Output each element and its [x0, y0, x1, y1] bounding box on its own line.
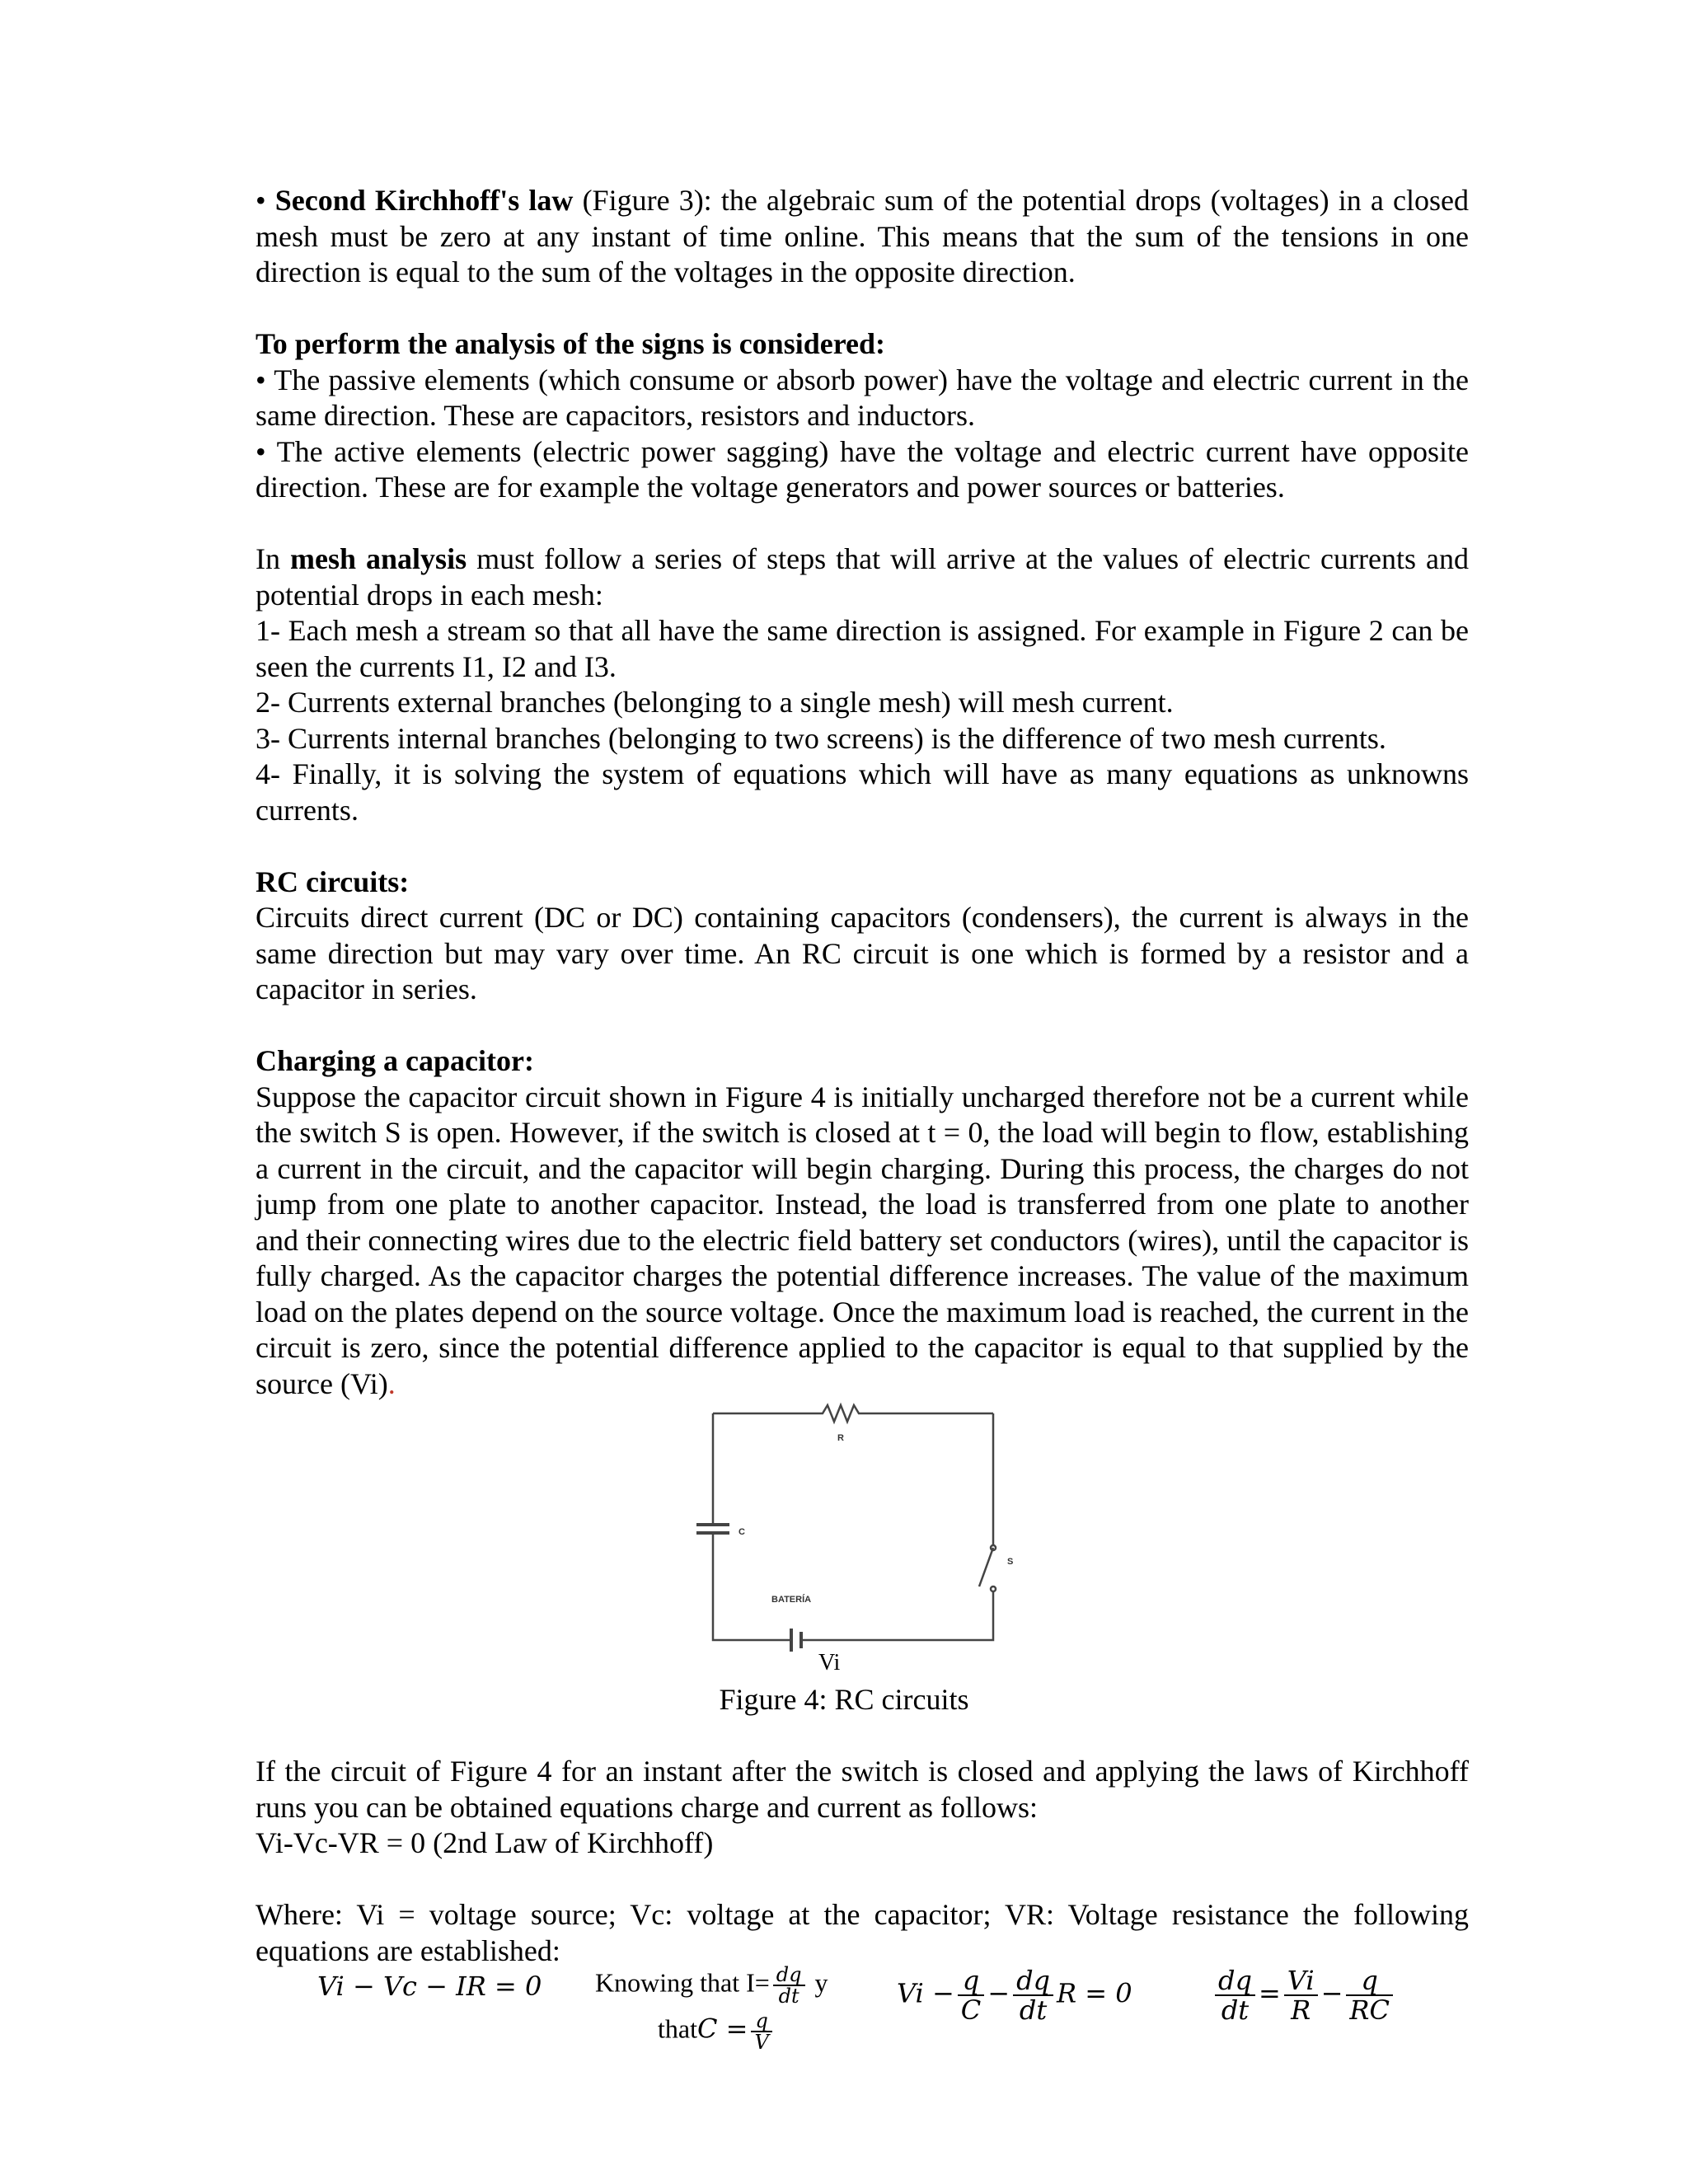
label-vi: Vi: [818, 1650, 841, 1673]
mesh-step-1: 1- Each mesh a stream so that all have the same direction is assigned. For example in Figure 2 can be seen the currents I1, I2 and I3.: [256, 614, 1469, 683]
resistor-symbol: [713, 1405, 993, 1422]
after-paragraph-1: If the circuit of Figure 4 for an instant after the switch is closed and applying the laws of Kirchhoff runs you can be obtained equations charge and current as follows:: [256, 1755, 1469, 1824]
equation-4: $\frac{dq}{dt}$ = $\frac{Vi}{R}$ − $\frac{q}{RC}$: [1212, 1966, 1396, 2024]
signs-item-active: • The active elements (electric power sagging) have the voltage and electric current have opposite direction. These are for example the voltage generators and power sources or batteries.: [256, 434, 1469, 504]
after-paragraph-3: Where: Vi = voltage source; Vc: voltage at the capacitor; VR: Voltage resistance the following equations are established:: [256, 1898, 1469, 1967]
signs-heading: To perform the analysis of the signs is considered:: [256, 327, 886, 360]
mesh-intro: In mesh analysis must follow a series of steps that will arrive at the values of electric currents and potential drops in each mesh:: [256, 542, 1469, 612]
label-c: C: [738, 1527, 745, 1537]
text-body-after: [256, 1754, 1469, 1969]
kirchhoff-paragraph: • Second Kirchhoff's law (Figure 3): the algebraic sum of the potential drops (voltages) in a closed mesh must be zero at any instant of time online. This means that the sum of the tensions in one direction is equal to the sum of the voltages in the opposite direction.: [256, 184, 1469, 288]
text-body: [256, 183, 1469, 1402]
label-s: S: [1007, 1557, 1014, 1567]
kirchhoff-term: Second Kirchhoff's law: [274, 184, 574, 217]
equation-knowing: Knowing that I= $\frac{dq}{dt}$ y: [595, 1963, 828, 2008]
charging-body: Suppose the capacitor circuit shown in Figure 4 is initially uncharged therefore not be a current while the switch S is open. However, if the switch is closed at t = 0, the load will begin to flow, establishing a current in the circuit, and the capacitor will begin charging. During this process, the charges do not jump from one plate to another capacitor. Instead, the load is transferred from one plate to another and their connecting wires due to the electric field battery set conductors (wires), until the capacitor is fully charged. As the capacitor charges the potential difference increases. The value of the maximum load on the plates depend on the source voltage. Once the maximum load is reached, the current in the circuit is zero, since the potential difference applied to the capacitor is equal to that supplied by the source (Vi).: [256, 1080, 1469, 1400]
equation-3: Vi − $\frac{q}{C}$ − $\frac{dq}{dt}$ R = 0: [897, 1965, 1132, 2026]
figure-caption: Figure 4: RC circuits: [719, 1683, 969, 1716]
mesh-step-4: 4- Finally, it is solving the system of equations which will have as many equations as unknowns currents.: [256, 757, 1469, 827]
charging-heading: Charging a capacitor:: [256, 1044, 534, 1077]
mesh-term: mesh analysis: [290, 542, 467, 575]
switch-lever: [979, 1548, 993, 1586]
switch-contact-bottom: [991, 1586, 996, 1591]
rc-heading: RC circuits:: [256, 865, 410, 898]
label-r: R: [837, 1433, 844, 1443]
rc-body: Circuits direct current (DC or DC) containing capacitors (condensers), the current is always in the same direction but may vary over time. An RC circuit is one which is formed by a resistor and a capacitor in series.: [256, 901, 1469, 1005]
kirchhoff-equation-text: Vi-Vc-VR = 0 (2nd Law of Kirchhoff): [256, 1826, 714, 1859]
mesh-step-2: 2- Currents external branches (belonging to a single mesh) will mesh current.: [256, 686, 1174, 719]
label-bateria: BATERÍA: [771, 1595, 812, 1605]
equation-1: Vi − Vc − IR = 0: [317, 1971, 542, 2002]
equation-capacitance: thatC = $\frac{q}{V}$: [658, 2011, 776, 2052]
rc-circuit-diagram: [684, 1401, 1014, 1673]
signs-item-passive: • The passive elements (which consume or absorb power) have the voltage and electric current in the same direction. These are capacitors, resistors and inductors.: [256, 363, 1469, 432]
mesh-step-3: 3- Currents internal branches (belonging to two screens) is the difference of two mesh currents.: [256, 721, 1386, 755]
